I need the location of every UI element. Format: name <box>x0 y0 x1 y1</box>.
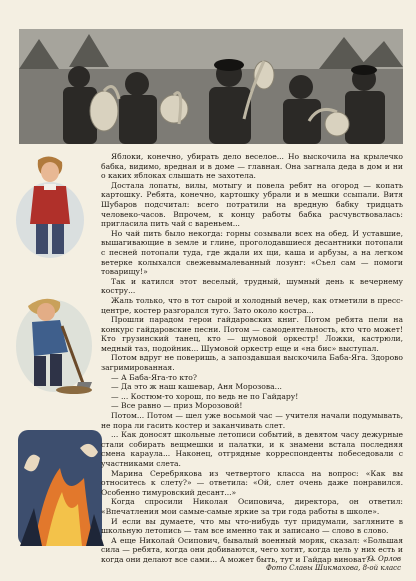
boy-illustration-art <box>14 150 86 260</box>
brass-band-photo <box>19 29 403 144</box>
photo-credit: Фото Славы Шикмахова, 8-ой класс <box>265 564 401 572</box>
paragraph: Яблоки, конечно, убирать дело веселое... Но выскочила на крылечко бабка, видимо, вредная и в доме — главная. Она загнала деда в дом и ни о каких яблоках слышать не захотела. <box>101 152 403 181</box>
paragraph: Но чай пить было некогда: горны созывали всех на обед. И уставшие, вышагивающие в земле и глине, проголодавшиеся десантники потопали с песней потопали туда, где ждали их щи, каша и арбузы, а на легком ветерке колыхался свежевымалеванный лозунг: «Съел сам — помоги товарищу!» <box>101 228 403 277</box>
paragraph: Прошли парадом герои гайдаровских книг. Потом ребята пели на конкурс гайдаровские песни. Потом — самодеятельность, кто что может! Кто грузинский танец, кто — шумовой оркестр! Ложки, кастрюли, медный таз, подойник... Шумовой оркестр еще и «на бис» выступал. <box>101 315 403 353</box>
author-name: О. Орлов <box>367 555 401 563</box>
campfire-illustration <box>14 428 106 548</box>
paragraph: И если вы думаете, что мы что-нибудь тут придумали, загляните в школьную летопись — там все именно так и записано — слово в слово. <box>101 516 403 536</box>
dialogue-line: — ... Костюм-то хорош, по ведь не по Гайдару! <box>111 391 299 401</box>
article-text <box>101 152 403 565</box>
paragraph: Так и катился этот веселый, трудный, шумный день к вечернему костру... <box>101 276 403 296</box>
paragraph: Достала лопаты, вилы, мотыгу и повела ребят на огород — копать картошку. Ребята, конечно, картошку убрали и в мешки ссыпали. Витя Шубаров подсчитал: всего потратили на вредную бабку тридцать человеко-часов. Впрочем, к концу работы бабка расчувствовалась: пригласила пить чай с вареньем... <box>101 180 403 229</box>
paragraph: Потом вдруг не поверишь, а запоздавшая выскочила Баба-Яга. Здорово загримированная. <box>101 353 403 373</box>
paragraph: Потом... Потом — шел уже восьмой час — учителя начали подумывать, не пора ли гасить костер и заканчивать слет. <box>101 411 403 430</box>
paragraph: А еще Николай Осипович, бывалый военный моряк, сказал: «Большая сила — ребята, когда они добиваются, чего хотят, когда цель у них есть и когда они делают все сами... А может быть, тут и Гайдар виноват?» <box>101 535 403 564</box>
paragraph: Когда спросили Николая Осиповича, директора, он ответил: «Впечатления мои самые-самые яркие за три года работы в школе». <box>101 497 403 516</box>
paragraph: Жаль только, что в тот сырой и холодный вечер, как отметили в пресс-центре, костер разгорался туго. Зато около костра... <box>101 295 403 315</box>
digging-boy-illustration <box>14 286 94 394</box>
article-signature <box>266 555 401 573</box>
campfire-illustration-art <box>14 428 106 548</box>
paragraph: Марина Серебрякова из четвертого класса на вопрос: «Как вы относитесь к слету?» — ответила: «Ой, слет очень даже понравился. Особенно тимуровский десант...» <box>101 468 403 497</box>
dialogue-line: — А Баба-Яга-то кто? <box>111 372 197 382</box>
paragraph: ... Как доносят школьные летописи событий, в девятом часу дежурные стали собирать вещмешки и палатки, и к знамени встала последняя смена караула... Наконец, отгрядные корреспонденты побеседовали с участниками слета. <box>101 430 403 468</box>
dialogue-line: — Все равно — приз Морозовой! <box>111 401 243 411</box>
dialogue-line: — Да это ж наш кашевар, Аня Морозова... <box>111 382 282 392</box>
digging-boy-illustration-art <box>14 286 94 394</box>
boy-illustration <box>14 150 86 260</box>
brass-band-photo-art <box>19 29 403 144</box>
